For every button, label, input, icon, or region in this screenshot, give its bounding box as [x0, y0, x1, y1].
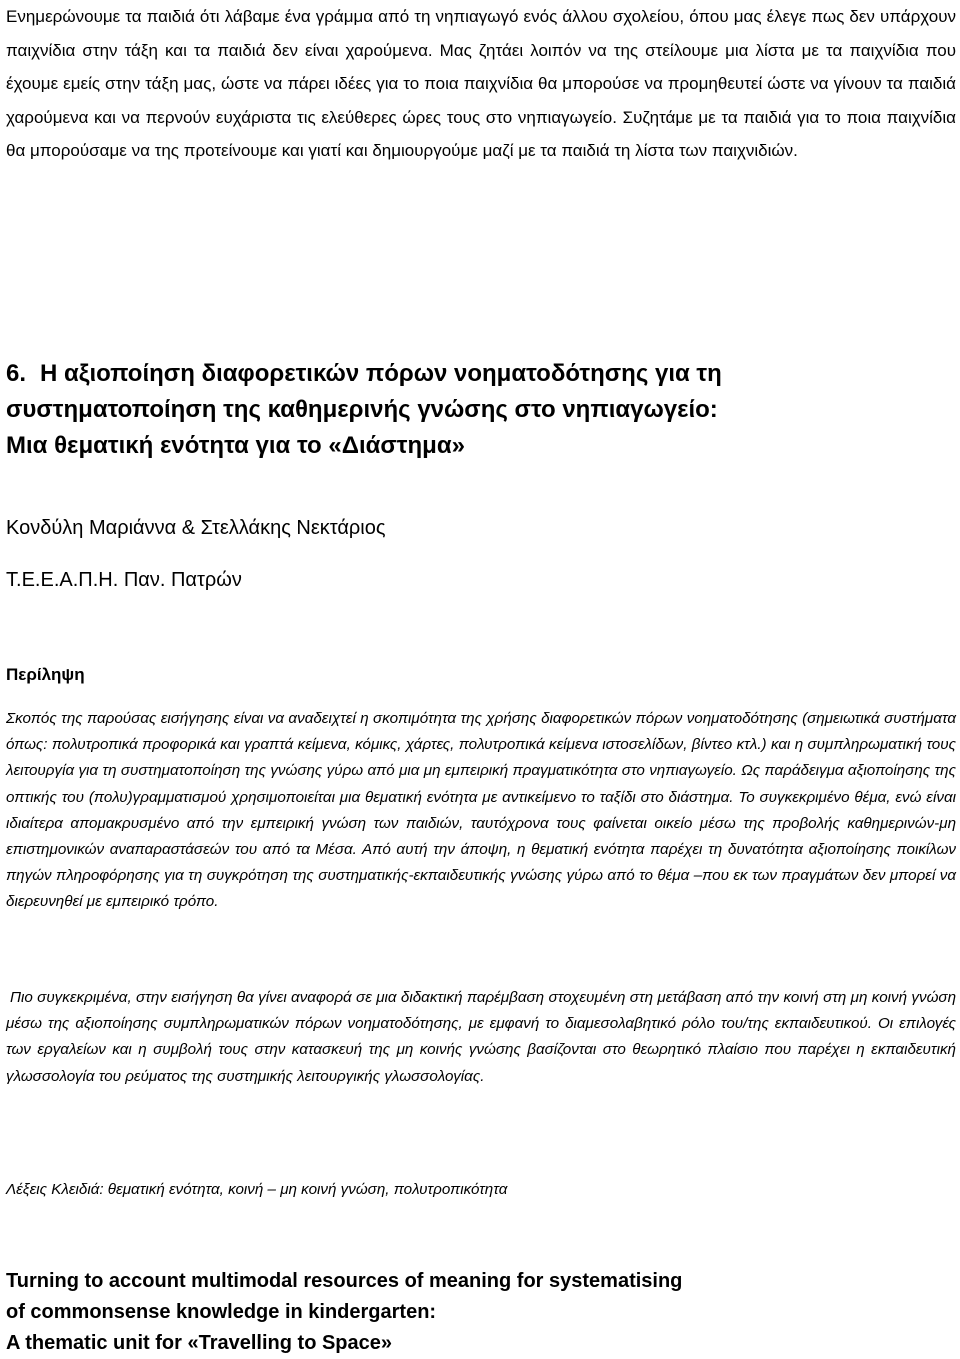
abstract-paragraph-1: Σκοπός της παρούσας εισήγησης είναι να αναδειχτεί η σκοπιμότητα της χρήσης διαφορετικών πόρων νοηματοδότησης (σημειωτικά συστήματα όπως: πολυτροπικά προφορικά και γραπτά κείμενα, κόμικς, χάρτες, πολυτροπικά κείμενα ιστοσελίδων, βίντεο κτλ.) και η συμπληρωματική τους λειτουργία για τη συστηματοποίηση της γνώσης γύρω από μια μη εμπειρική πραγματικότητα στο νηπιαγωγείο. Ως παράδειγμα αξιοποίησης της οπτικής του (πολυ)γραμματισμού χρησιμοποιείται μια θεματική ενότητα με αντικείμενο το ταξίδι στο διάστημα. Το συγκεκριμένο θέμα, ενώ είναι ιδιαίτερα απομακρυσμένο από την εμπειρική γνώση των παιδιών, ταυτόχρονα τους φαίνεται οικείο μέσω της προβολής καθημερινών-μη επιστημονικών αναπαραστάσεών του από τα Μέσα. Από αυτή την άποψη, η θεματική ενότητα παρέχει τη δυνατότητα αξιοποίησης ποικίλων πηγών πληροφόρησης για τη συγκρότηση της συστηματικής-εκπαιδευτικής γνώσης γύρω από το θέμα –που εκ των πραγμάτων δεν μπορεί να διερευνηθεί με εμπειρικό τρόπο. [6, 710, 956, 911]
english-title-line-3: A thematic unit for «Travelling to Space» [6, 1332, 393, 1354]
section-title-line-3: Μια θεματική ενότητα για το «Διάστημα» [6, 432, 465, 459]
section-title-text-1: Η αξιοποίηση διαφορετικών πόρων νοηματοδότησης για τη [40, 360, 722, 387]
english-title-line-2: of commonsense knowledge in kindergarten: [6, 1301, 437, 1323]
abstract-heading: Περίληψη [6, 665, 85, 684]
section-title-line-2: συστηματοποίηση της καθημερινής γνώσης στο νηπιαγωγείο: [6, 396, 718, 423]
section-title-line-1 [6, 356, 956, 392]
section-number: 6. [6, 360, 27, 387]
english-title-line-1: Turning to account multimodal resources of meaning for systematising [6, 1270, 683, 1292]
section-title [6, 356, 956, 464]
authors: Κονδύλη Μαριάννα & Στελλάκης Νεκτάριος [6, 517, 386, 539]
abstract-paragraph-2: Πιο συγκεκριμένα, στην εισήγηση θα γίνει αναφορά σε μια διδακτική παρέμβαση στοχευμένη στη μετάβαση από την κοινή στη μη κοινή γνώση μέσω της αξιοποίησης συμπληρωματικών πόρων νοηματοδότησης, με εμφανή το διαμεσολαβητικό ρόλο του/της εκπαιδευτικού. Οι επιλογές των εργαλείων και η συμβολή τους στην κατασκευή της μη κοινής γνώσης βασίζονται στο θεωρητικό πλαίσιο που παρέχει η εκπαιδευτική γλωσσολογία του ρεύματος της συστημικής λειτουργικής γλωσσολογίας. [6, 989, 956, 1085]
english-title [6, 1266, 956, 1359]
keywords: Λέξεις Κλειδιά: θεματική ενότητα, κοινή – μη κοινή γνώση, πολυτροπικότητα [6, 1181, 508, 1198]
affiliation: Τ.Ε.Ε.Α.Π.Η. Παν. Πατρών [6, 569, 242, 591]
intro-paragraph: Ενημερώνουμε τα παιδιά ότι λάβαμε ένα γράμμα από τη νηπιαγωγό ενός άλλου σχολείου, όπου μας έλεγε πως δεν υπάρχουν παιχνίδια στην τάξη και τα παιδιά δεν είναι χαρούμενα. Μας ζητάει λοιπόν να της στείλουμε μια λίστα με τα παιχνίδια που έχουμε εμείς στην τάξη μας, ώστε να πάρει ιδέες για το ποια παιχνίδια θα μπορούσε να προμηθευτεί ώστε να γίνουν τα παιδιά χαρούμενα και να περνούν ευχάριστα τις ελεύθερες ώρες τους στο νηπιαγωγείο. Συζητάμε με τα παιδιά για το ποια παιχνίδια θα μπορούσαμε να της προτείνουμε και γιατί και δημιουργούμε μαζί με τα παιδιά τη λίστα των παιχνιδιών. [6, 7, 956, 160]
